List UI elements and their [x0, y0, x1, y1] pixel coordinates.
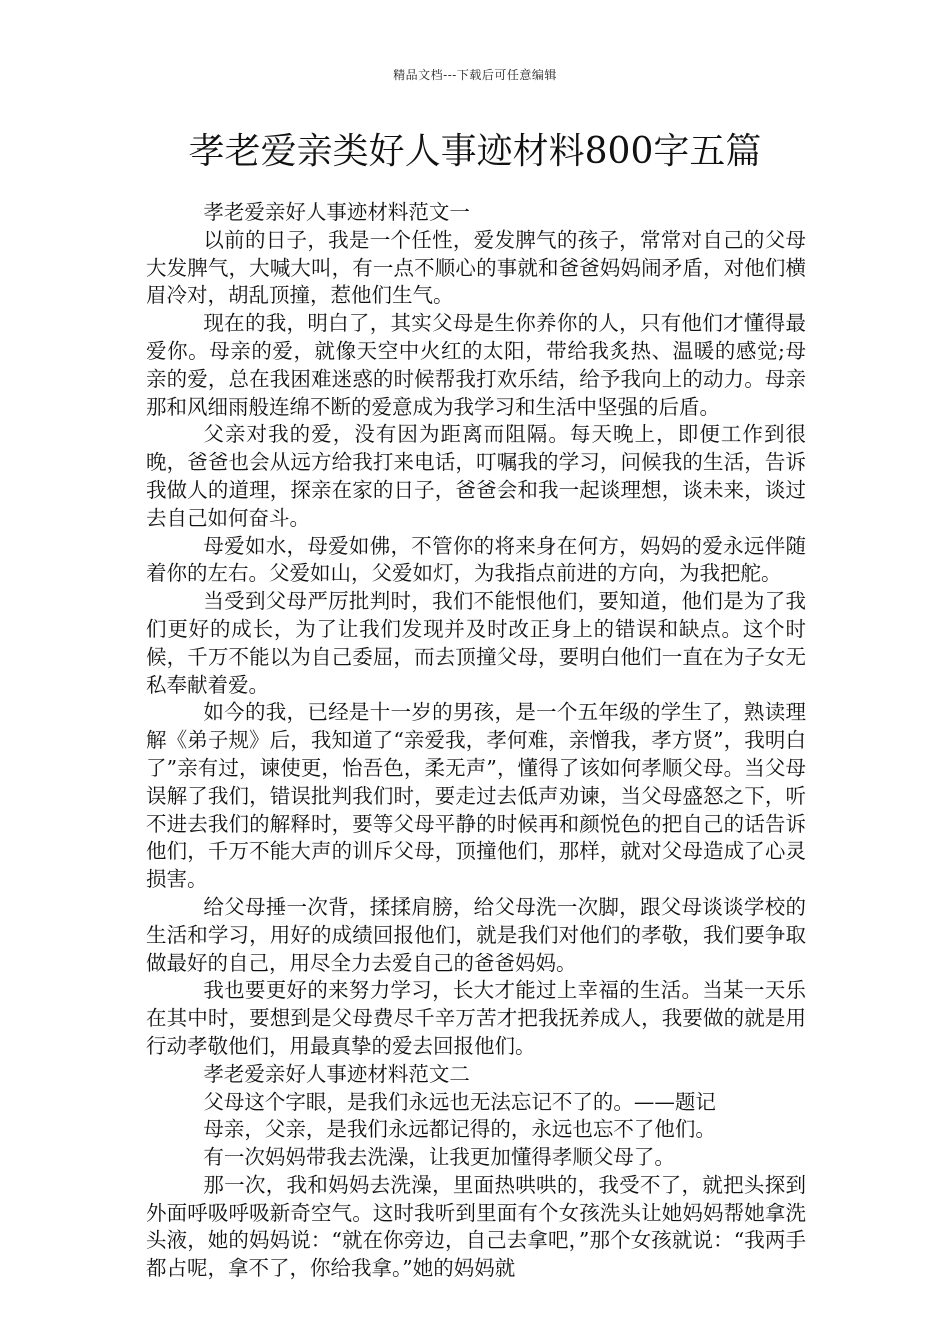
page-header: 精品文档---下载后可任意编辑: [393, 68, 557, 82]
paragraph: 有一次妈妈带我去洗澡，让我更加懂得孝顺父母了。: [203, 1145, 675, 1170]
document-title: 孝老爱亲类好人事迹材料800字五篇: [188, 131, 762, 172]
paragraph: 给父母捶一次背，揉揉肩膀，给父母洗一次脚，跟父母谈谈学校的生活和学习，用好的成绩回报他们，就是我们对他们的孝敬，我们要争取做最好的自己，用尽全力去爱自己的爸爸妈妈。: [146, 894, 806, 975]
paragraph: 如今的我，已经是十一岁的男孩，是一个五年级的学生了，熟读理解《弟子规》后，我知道了“亲爱我，孝何难，亲憎我，孝方贤”，我明白了”亲有过，谏使更，怡吾色，柔无声”，懂得了该如何孝顺父母。当父母误解了我们，错误批判我们时，要走过去低声劝谏，当父母盛怒之下，听不进去我们的解释时，要等父母平静的时候再和颜悦色的把自己的话告诉他们，千万不能大声的训斥父母，顶撞他们，那样，就对父母造成了心灵损害。: [146, 700, 806, 892]
paragraph: 父母这个字眼，是我们永远也无法忘记不了的。——题记: [203, 1089, 716, 1114]
paragraph: 现在的我，明白了，其实父母是生你养你的人，只有他们才懂得最爱你。母亲的爱，就像天空中火红的太阳，带给我炙热、温暖的感觉;母亲的爱，总在我困难迷惑的时候帮我打欢乐结，给予我向上的动力。母亲那和风细雨般连绵不断的爱意成为我学习和生活中坚强的后盾。: [146, 311, 806, 419]
paragraph: 我也要更好的来努力学习，长大才能过上幸福的生活。当某一天乐在其中时，要想到是父母费尽千辛万苦才把我抚养成人，我要做的就是用行动孝敬他们，用最真挚的爱去回报他们。: [146, 978, 806, 1058]
section-heading-1: 孝老爱亲好人事迹材料范文一: [203, 200, 470, 224]
paragraph: 以前的日子，我是一个任性，爱发脾气的孩子，常常对自己的父母大发脾气，大喊大叫，有一点不顺心的事就和爸爸妈妈闹矛盾，对他们横眉冷对，胡乱顶撞，惹他们生气。: [146, 227, 806, 308]
paragraph: 父亲对我的爱，没有因为距离而阻隔。每天晚上，即便工作到很晚，爸爸也会从远方给我打来电话，叮嘱我的学习，问候我的生活，告诉我做人的道理，探亲在家的日子，爸爸会和我一起谈理想，谈未来，谈过去自己如何奋斗。: [146, 422, 806, 530]
paragraph: 母爱如水，母爱如佛，不管你的将来身在何方，妈妈的爱永远伴随着你的左右。父爱如山，父爱如灯，为我指点前进的方向，为我把舵。: [146, 533, 806, 586]
paragraph: 那一次，我和妈妈去洗澡，里面热哄哄的，我受不了，就把头探到外面呼吸呼吸新奇空气。这时我听到里面有个女孩洗头让她妈妈帮她拿洗头液，她的妈妈说：“就在你旁边，自己去拿吧，”那个女孩就说：“我两手都占呢，拿不了，你给我拿。”她的妈妈就: [146, 1172, 806, 1281]
paragraph: 母亲，父亲，是我们永远都记得的，永远也忘不了他们。: [203, 1117, 716, 1142]
section-heading-2: 孝老爱亲好人事迹材料范文二: [203, 1061, 470, 1086]
document-body: [146, 199, 806, 1283]
paragraph: 当受到父母严厉批判时，我们不能恨他们，要知道，他们是为了我们更好的成长，为了让我们发现并及时改正身上的错误和缺点。这个时候，千万不能以为自己委屈，而去顶撞父母，要明白他们一直在为子女无私奉献着爱。: [146, 589, 806, 697]
